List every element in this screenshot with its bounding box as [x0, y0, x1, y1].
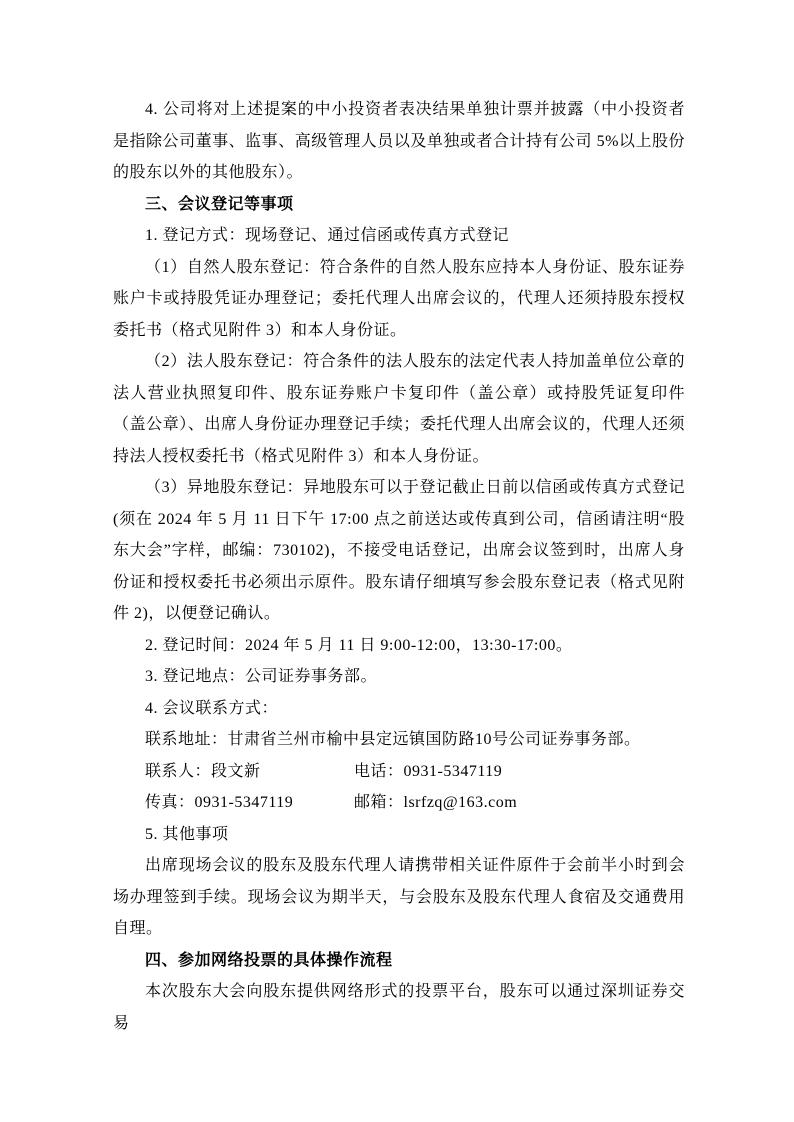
- paragraph: （3）异地股东登记：异地股东可以于登记截止日前以信函或传真方式登记(须在 2024 年 5 月 11 日下午 17:00 点之前送达或传真到公司，信函请注明“股东大会”字样，邮编：730102)，不接受电话登记，出席会议签到时，出席人身份证和授权委托书必须出示原件。股东请仔细填写参会股东登记表（格式见附件 2)，以便登记确认。: [113, 479, 685, 622]
- contact-field-right: 电话：0931-5347119: [354, 762, 503, 780]
- paragraph: [113, 787, 685, 819]
- paragraph: [113, 756, 685, 788]
- contact-field-left: 联系人：段文新: [145, 762, 261, 780]
- paragraph: 4. 公司将对上述提案的中小投资者表决结果单独计票并披露（中小投资者是指除公司董事、监事、高级管理人员以及单独或者合计持有公司 5%以上股份的股东以外的其他股东）。: [113, 101, 685, 181]
- section-heading: 四、参加网络投票的具体操作流程: [145, 951, 393, 969]
- section-heading: 三、会议登记等事项: [145, 195, 294, 213]
- paragraph: （1）自然人股东登记：符合条件的自然人股东应持本人身份证、股东证券账户卡或持股凭证办理登记；委托代理人出席会议的，代理人还须持股东授权委托书（格式见附件 3）和本人身份证。: [113, 258, 685, 339]
- paragraph: 1. 登记方式：现场登记、通过信函或传真方式登记: [145, 227, 510, 244]
- document-body: [113, 94, 685, 1039]
- paragraph: 联系地址：甘肃省兰州市榆中县定远镇国防路10号公司证券事务部。: [145, 731, 641, 748]
- paragraph: 出席现场会议的股东及股东代理人请携带相关证件原件于会前半小时到会场办理签到手续。现场会议为期半天，与会股东及股东代理人食宿及交通费用自理。: [113, 857, 685, 937]
- paragraph: （2）法人股东登记：符合条件的法人股东的法定代表人持加盖单位公章的法人营业执照复印件、股东证券账户卡复印件（盖公章）或持股凭证复印件（盖公章）、出席人身份证办理登记手续；委托代理人出席会议的，代理人还须持法人授权委托书（格式见附件 3）和本人身份证。: [113, 353, 685, 465]
- paragraph: 2. 登记时间：2024 年 5 月 11 日 9:00-12:00，13:30-17:00。: [145, 636, 573, 654]
- paragraph: 4. 会议联系方式：: [145, 699, 279, 717]
- paragraph: 本次股东大会向股东提供网络形式的投票平台，股东可以通过深圳证券交易: [113, 983, 685, 1032]
- contact-field-left: 传真：0931-5347119: [145, 794, 294, 811]
- paragraph: 3. 登记地点：公司证券事务部。: [145, 668, 378, 685]
- paragraph: 5. 其他事项: [145, 825, 229, 843]
- contact-field-right: 邮箱：lsrfzq@163.com: [354, 794, 518, 811]
